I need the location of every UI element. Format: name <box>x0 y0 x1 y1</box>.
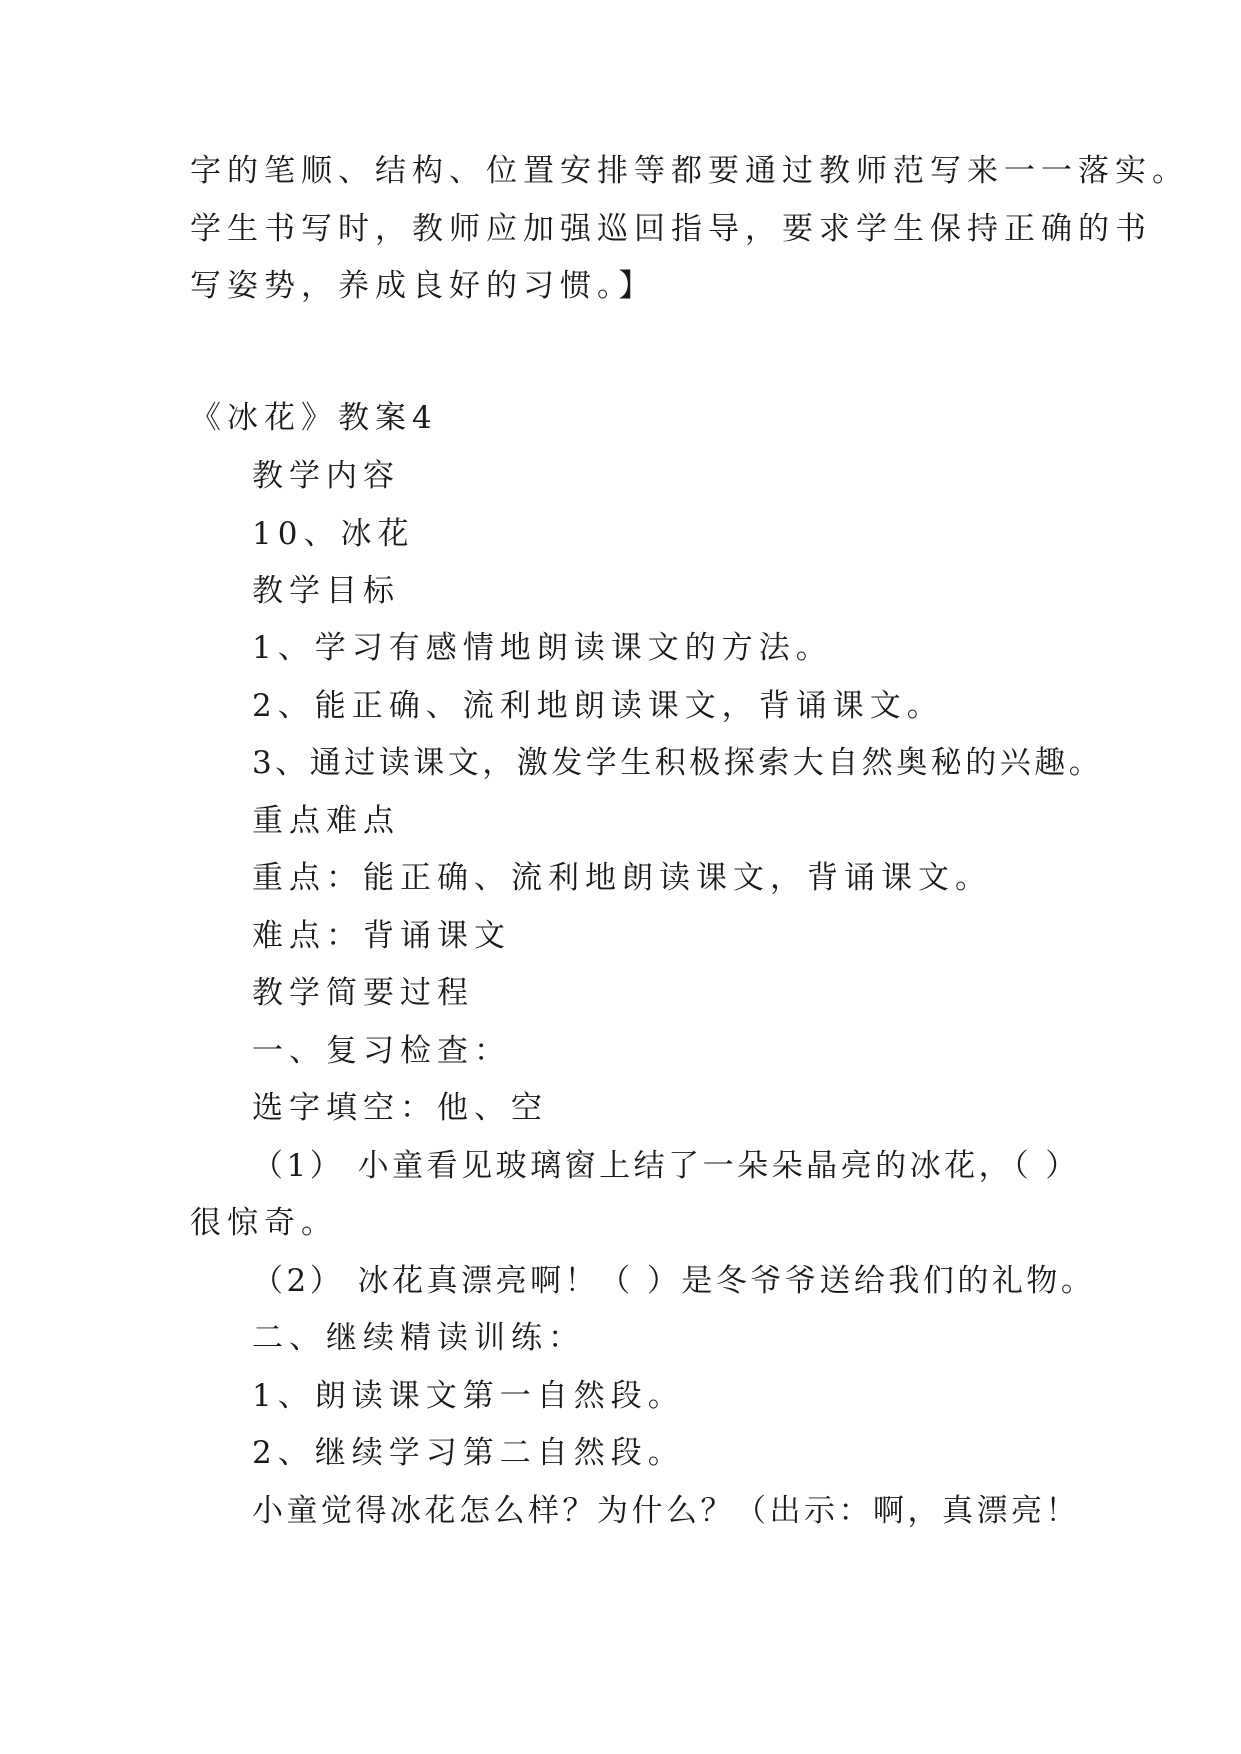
key-point: 重点：能正确、流利地朗读课文，背诵课文。 <box>252 860 992 896</box>
process-heading: 教学简要过程 <box>252 975 474 1011</box>
sub-step-2: 2、继续学习第二自然段。 <box>252 1435 685 1471</box>
key-heading: 重点难点 <box>252 803 400 839</box>
question-1-line-1: （1） 小童看见玻璃窗上结了一朵朵晶亮的冰花，（ ） <box>252 1148 1080 1184</box>
intro-line-3: 写姿势，养成良好的习惯。】 <box>190 268 656 304</box>
lesson-title: 《冰花》教案4 <box>190 400 438 436</box>
goal-item-3: 3、通过读课文，激发学生积极探索大自然奥秘的兴趣。 <box>252 745 1104 781</box>
step-2: 二、继续精读训练： <box>252 1320 585 1356</box>
goal-item-2: 2、能正确、流利地朗读课文，背诵课文。 <box>252 688 944 724</box>
intro-line-2: 学生书写时，教师应加强巡回指导，要求学生保持正确的书 <box>190 211 1152 247</box>
content-value: 10、冰花 <box>252 516 415 552</box>
sub-step-1: 1、朗读课文第一自然段。 <box>252 1378 685 1414</box>
question-1-line-2: 很惊奇。 <box>190 1205 338 1241</box>
question-3: 小童觉得冰花怎么样？为什么？（出示：啊，真漂亮！ <box>252 1493 1080 1529</box>
goals-heading: 教学目标 <box>252 573 400 609</box>
difficulty: 难点：背诵课文 <box>252 918 511 954</box>
goal-item-1: 1、学习有感情地朗读课文的方法。 <box>252 630 833 666</box>
question-2: （2） 冰花真漂亮啊！（ ）是冬爷爷送给我们的礼物。 <box>252 1263 1096 1299</box>
content-heading: 教学内容 <box>252 458 400 494</box>
step-1: 一、复习检查： <box>252 1033 511 1069</box>
intro-line-1: 字的笔顺、结构、位置安排等都要通过教师范写来一一落实。 <box>190 153 1189 189</box>
fill-prompt: 选字填空：他、空 <box>252 1090 548 1126</box>
